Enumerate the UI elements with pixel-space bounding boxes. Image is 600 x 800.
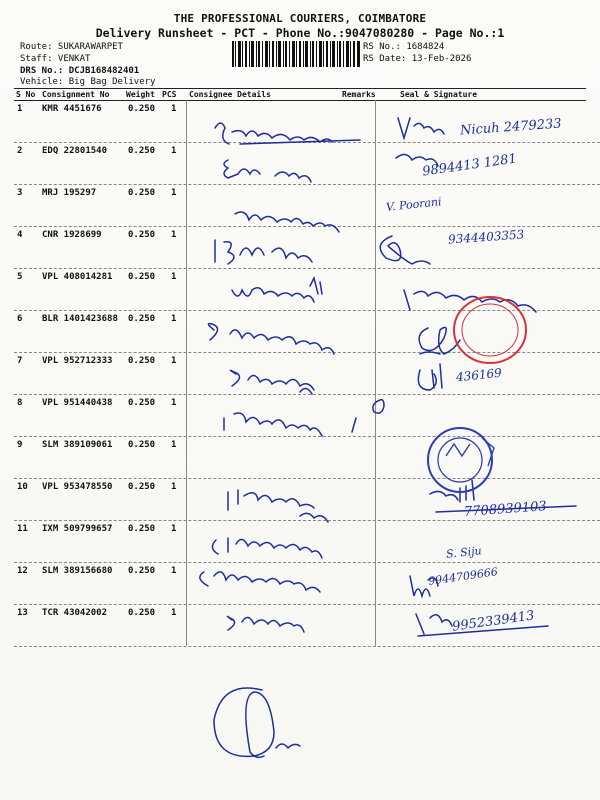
row-consignment-no: MRJ 195297 bbox=[42, 188, 97, 198]
row-weight: 0.250 bbox=[128, 146, 156, 156]
row-sno: 10 bbox=[17, 482, 28, 492]
col-weight: Weight bbox=[126, 90, 155, 99]
row-10-consignee-ink bbox=[228, 490, 328, 522]
row-consignment-no: SLM 389109061 bbox=[42, 440, 113, 450]
row-divider bbox=[14, 310, 600, 311]
rs-date: RS Date: 13-Feb-2026 bbox=[363, 54, 472, 64]
row-weight: 0.250 bbox=[128, 104, 156, 114]
row-divider bbox=[14, 226, 600, 227]
row-weight: 0.250 bbox=[128, 272, 156, 282]
row-consignment-no: IXM 509799657 bbox=[42, 524, 113, 534]
row-weight: 0.250 bbox=[128, 440, 156, 450]
row-1-consignee-ink bbox=[215, 123, 360, 144]
vehicle-label: Vehicle: Big Bag Delivery bbox=[20, 77, 156, 87]
row-5-signature-ink bbox=[404, 290, 536, 312]
row-divider bbox=[14, 478, 600, 479]
row-6-consignee-ink bbox=[208, 324, 334, 354]
row-weight: 0.250 bbox=[128, 398, 156, 408]
header-bottom-rule bbox=[14, 100, 586, 101]
row-weight: 0.250 bbox=[128, 314, 156, 324]
col-seal: Seal & Signature bbox=[400, 90, 478, 99]
row-4-signature-ink bbox=[380, 236, 430, 264]
row-4-handwritten: 9344403353 bbox=[447, 227, 525, 247]
row-weight: 0.250 bbox=[128, 230, 156, 240]
company-title: THE PROFESSIONAL COURIERS, COIMBATORE bbox=[173, 12, 427, 25]
col-consignee: Consignee Details bbox=[189, 90, 271, 99]
row-divider bbox=[14, 520, 600, 521]
row-pcs: 1 bbox=[171, 104, 177, 114]
row-consignment-no: VPL 408014281 bbox=[42, 272, 113, 282]
runsheet-subtitle: Delivery Runsheet - PCT - Phone No.:9047080280 - Page No.:1 bbox=[95, 26, 505, 40]
row-divider bbox=[14, 352, 600, 353]
row-sno: 13 bbox=[17, 608, 28, 618]
row-4-consignee-ink bbox=[215, 240, 312, 264]
row-weight: 0.250 bbox=[128, 566, 156, 576]
row-2-handwritten: 9894413 1281 bbox=[421, 151, 518, 180]
blue-stamp bbox=[428, 428, 494, 492]
row-pcs: 1 bbox=[171, 440, 177, 450]
row-pcs: 1 bbox=[171, 314, 177, 324]
drs-number: DRS No.: DCJB168482401 bbox=[20, 66, 140, 76]
row-divider bbox=[14, 142, 600, 143]
barcode bbox=[232, 41, 360, 67]
row-consignment-no: VPL 951440438 bbox=[42, 398, 113, 408]
row-pcs: 1 bbox=[171, 608, 177, 618]
row-pcs: 1 bbox=[171, 482, 177, 492]
row-consignment-no: SLM 389156680 bbox=[42, 566, 113, 576]
row-8-consignee-ink bbox=[224, 413, 356, 436]
row-pcs: 1 bbox=[171, 524, 177, 534]
row-sno: 7 bbox=[17, 356, 23, 366]
header-top-rule bbox=[14, 88, 586, 89]
row-divider bbox=[14, 562, 600, 563]
row-consignment-no: VPL 952712333 bbox=[42, 356, 113, 366]
row-divider bbox=[14, 394, 600, 395]
row-pcs: 1 bbox=[171, 188, 177, 198]
row-sno: 9 bbox=[17, 440, 23, 450]
row-sno: 1 bbox=[17, 104, 23, 114]
row-sno: 6 bbox=[17, 314, 23, 324]
red-stamp bbox=[454, 297, 526, 363]
row-11-handwritten: S. Siju bbox=[445, 544, 483, 561]
row-7-consignee-ink bbox=[230, 370, 314, 394]
row-consignment-no: EDQ 22801540 bbox=[42, 146, 108, 156]
col-pcs: PCS bbox=[162, 90, 177, 99]
rs-number: RS No.: 1684824 bbox=[363, 42, 445, 52]
row-2-consignee-ink bbox=[224, 160, 311, 182]
row-consignment-no: CNR 1928699 bbox=[42, 230, 102, 240]
col-sno: S No bbox=[16, 90, 36, 99]
row-5-consignee-ink bbox=[232, 278, 322, 302]
row-3-handwritten: V. Poorani bbox=[385, 195, 443, 214]
row-divider bbox=[14, 604, 600, 605]
row-3-consignee-ink bbox=[235, 212, 339, 232]
col-consignment: Consignment No bbox=[42, 90, 110, 99]
row-1-handwritten: Nicuh 2479233 bbox=[459, 116, 562, 139]
row-consignment-no: VPL 953478550 bbox=[42, 482, 113, 492]
row-divider bbox=[14, 268, 600, 269]
row-weight: 0.250 bbox=[128, 608, 156, 618]
row-1-signature-ink bbox=[398, 118, 444, 138]
row-pcs: 1 bbox=[171, 398, 177, 408]
row-pcs: 1 bbox=[171, 356, 177, 366]
row-pcs: 1 bbox=[171, 566, 177, 576]
row-divider bbox=[14, 184, 600, 185]
row-12-handwritten: 9944709666 bbox=[427, 565, 499, 588]
staff-label: Staff: VENKAT bbox=[20, 54, 91, 64]
row-sno: 11 bbox=[17, 524, 28, 534]
row-pcs: 1 bbox=[171, 272, 177, 282]
col-remarks: Remarks bbox=[342, 90, 376, 99]
row-weight: 0.250 bbox=[128, 188, 156, 198]
row-7-signature-ink bbox=[418, 364, 442, 390]
row-weight: 0.250 bbox=[128, 356, 156, 366]
route-label: Route: SUKARAWARPET bbox=[20, 42, 123, 52]
consignee-divider bbox=[186, 100, 187, 646]
row-sno: 2 bbox=[17, 146, 23, 156]
row-divider bbox=[14, 646, 600, 647]
row-divider bbox=[14, 436, 600, 437]
row-6-signature-ink bbox=[419, 327, 460, 354]
row-sno: 4 bbox=[17, 230, 23, 240]
row-sno: 3 bbox=[17, 188, 23, 198]
bottom-signature-ink bbox=[214, 688, 300, 757]
row-12-consignee-ink bbox=[200, 572, 320, 592]
row-pcs: 1 bbox=[171, 230, 177, 240]
row-10-handwritten: 7708939103 bbox=[463, 499, 548, 520]
row-consignment-no: KMR 4451676 bbox=[42, 104, 102, 114]
row-13-handwritten: 9952339413 bbox=[451, 608, 536, 635]
seal-divider bbox=[375, 100, 376, 646]
row-sno: 5 bbox=[17, 272, 23, 282]
row-sno: 12 bbox=[17, 566, 28, 576]
row-consignment-no: TCR 43042002 bbox=[42, 608, 108, 618]
row-7-handwritten: 436169 bbox=[455, 365, 503, 385]
row-11-consignee-ink bbox=[212, 538, 322, 558]
row-sno: 8 bbox=[17, 398, 23, 408]
row-pcs: 1 bbox=[171, 146, 177, 156]
row-13-consignee-ink bbox=[227, 616, 304, 632]
row-weight: 0.250 bbox=[128, 482, 156, 492]
row-weight: 0.250 bbox=[128, 524, 156, 534]
row-consignment-no: BLR 1401423688 bbox=[42, 314, 118, 324]
